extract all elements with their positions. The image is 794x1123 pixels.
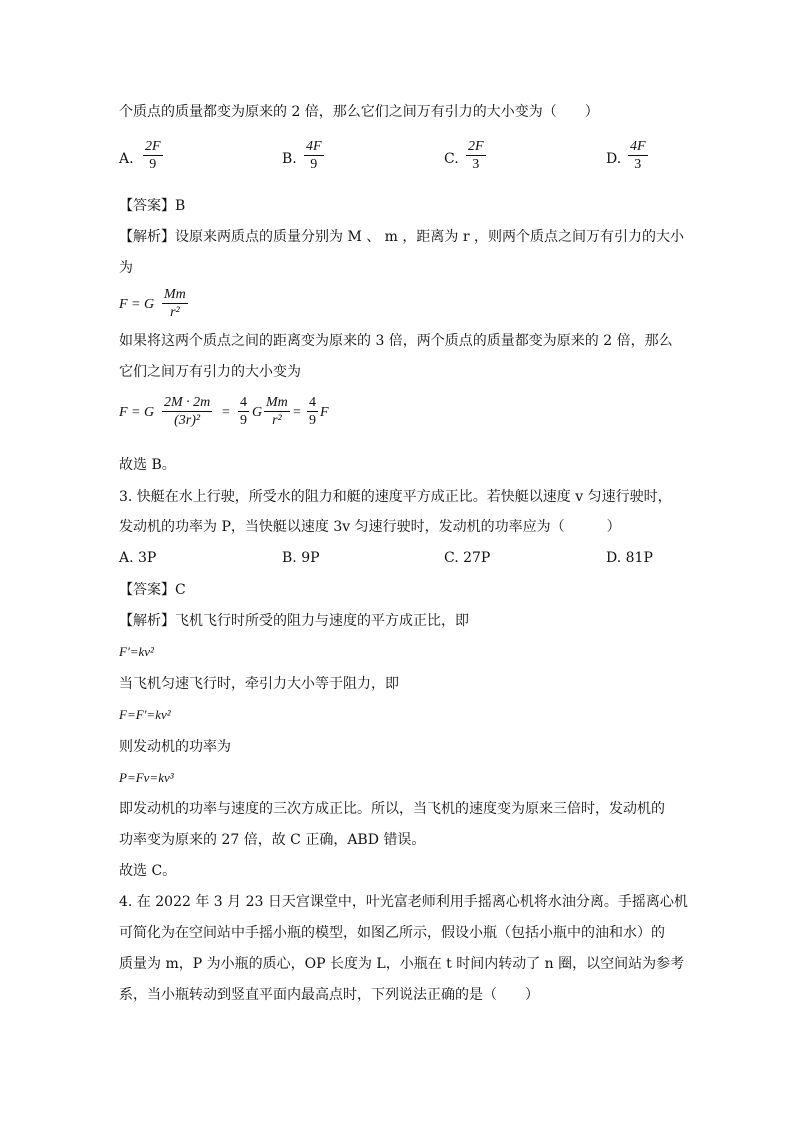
fraction-numerator: 4 [240, 395, 247, 410]
q3-answer: 【答案】C [119, 582, 186, 598]
q2-eq2-equals1: = [222, 405, 230, 420]
q4-stem-line1: 4. 在 2022 年 3 月 23 日天宫课堂中，叶光富老师利用手摇离心机将水油分离。手摇离心机 [119, 894, 688, 910]
q3-option-c: C. 27P [444, 550, 491, 566]
q2-option-a-letter: A. [119, 151, 134, 167]
q3-eq2: F=F'=kv² [119, 707, 171, 722]
q2-conclusion: 故选 B。 [119, 457, 176, 473]
q3-analysis-line2: 当飞机匀速飞行时，牵引力大小等于阻力，即 [119, 676, 399, 692]
fraction-numerator: Mm [266, 395, 288, 410]
q3-option-d: D. 81P [606, 550, 653, 566]
q2-option-d-fraction [628, 138, 648, 173]
q4-stem-line4: 系，当小瓶转动到竖直平面内最高点时，下列说法正确的是（ ） [119, 987, 539, 1003]
q2-eq2-coef1 [238, 394, 249, 429]
q3-analysis-line3: 则发动机的功率为 [119, 739, 231, 755]
q2-stem-tail: 个质点的质量都变为原来的 2 倍，那么它们之间万有引力的大小变为（ ） [119, 104, 599, 120]
fraction-numerator: Mm [164, 287, 186, 302]
q3-option-a: A. 3P [119, 550, 157, 566]
q2-option-c-letter: C. [444, 151, 459, 167]
fraction-denominator: 9 [310, 157, 318, 172]
fraction-numerator: 2F [145, 139, 161, 154]
q2-option-b-fraction [304, 138, 324, 173]
fraction-numerator: 4 [309, 395, 316, 410]
fraction-numerator: 4F [306, 139, 322, 154]
fraction-numerator: 2F [468, 139, 484, 154]
fraction-denominator: 3 [472, 157, 480, 172]
analysis-tag: 【解析】 [119, 229, 175, 245]
eq2-lhs-text: F = G [119, 405, 155, 420]
q2-eq2-equals2: = [293, 405, 301, 420]
q3-eq1: F'=kv² [119, 644, 154, 659]
q2-eq2-end: F [320, 405, 329, 420]
q3-stem-line2: 发动机的功率为 P，当快艇以速度 3v 匀速行驶时，发动机的功率应为（ ） [119, 519, 621, 535]
q2-analysis-line3: 如果将这两个质点之间的距离变为原来的 3 倍，两个质点的质量都变为原来的 2 倍，那么 [119, 333, 673, 349]
analysis-text: 飞机飞行时所受的阻力与速度的平方成正比，即 [175, 613, 469, 629]
q3-stem-line1: 3. 快艇在水上行驶，所受水的阻力和艇的速度平方成正比。若快艇以速度 v 匀速行驶时， [119, 489, 672, 505]
q2-eq1-lhs [119, 297, 154, 313]
fraction-denominator: (3r)² [174, 413, 201, 428]
q2-answer: 【答案】B [119, 198, 186, 214]
fraction-denominator: 9 [309, 413, 316, 428]
q3-analysis-line1 [119, 611, 469, 631]
q2-analysis-line1 [119, 227, 684, 247]
analysis-text: 设原来两质点的质量分别为 M 、 m ，距离为 r ，则两个质点之间万有引力的大小 [175, 229, 685, 245]
q4-stem-line3: 质量为 m，P 为小瓶的质心，OP 长度为 L，小瓶在 t 时间内转动了 n 圈，以空间站为参考 [119, 956, 685, 972]
fraction-denominator: 9 [240, 413, 247, 428]
fraction-numerator: 4F [630, 139, 646, 154]
eq1-lhs-text: F = G [119, 297, 155, 312]
q2-eq2-g: G [252, 405, 263, 420]
q4-stem-line2: 可简化为在空间站中手摇小瓶的模型，如图乙所示，假设小瓶（包括小瓶中的油和水）的 [119, 925, 665, 941]
q2-eq2-coef2 [307, 394, 318, 429]
fraction-denominator: 9 [149, 157, 157, 172]
q2-eq1-fraction [162, 286, 188, 321]
q2-option-b-letter: B. [282, 151, 297, 167]
q2-eq2-lhs [119, 405, 154, 421]
fraction-numerator: 2M · 2m [164, 395, 211, 410]
fraction-denominator: r² [272, 413, 282, 428]
q2-eq2-fraction1 [162, 394, 212, 429]
q3-conclusion: 故选 C。 [119, 863, 177, 879]
q2-analysis-line2: 为 [119, 260, 133, 276]
q2-eq2-fraction2 [264, 394, 290, 429]
q3-option-b: B. 9P [282, 550, 320, 566]
q3-eq3: P=Fv=kv³ [119, 770, 174, 785]
q3-analysis-line4: 即发动机的功率与速度的三次方成正比。所以，当飞机的速度变为原来三倍时，发动机的 [119, 801, 665, 817]
q2-option-c-fraction [466, 138, 486, 173]
fraction-denominator: 3 [634, 157, 642, 172]
q2-analysis-line4: 它们之间万有引力的大小变为 [119, 364, 301, 380]
fraction-denominator: r² [170, 305, 180, 320]
q2-option-a-fraction [143, 138, 163, 173]
q3-analysis-line5: 功率变为原来的 27 倍，故 C 正确，ABD 错误。 [119, 832, 426, 848]
analysis-tag: 【解析】 [119, 613, 175, 629]
q2-option-d-letter: D. [606, 151, 622, 167]
